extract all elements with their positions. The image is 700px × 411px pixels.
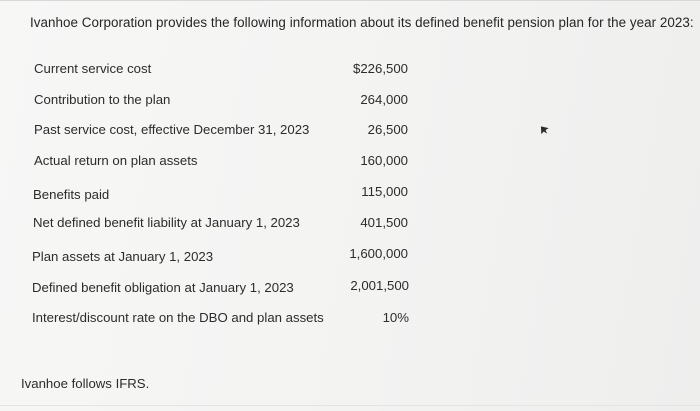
row-value-net-dbl: 401,500 xyxy=(360,215,408,230)
table-row xyxy=(0,215,700,235)
table-row xyxy=(0,122,700,142)
row-label-interest-rate: Interest/discount rate on the DBO and plan assets xyxy=(32,310,324,325)
ifrs-note: Ivanhoe follows IFRS. xyxy=(21,376,150,391)
table-row xyxy=(0,246,700,266)
table-row xyxy=(0,92,700,112)
row-label-contribution: Contribution to the plan xyxy=(34,92,171,107)
table-row xyxy=(0,184,700,204)
row-label-dbo: Defined benefit obligation at January 1, 2023 xyxy=(32,280,294,295)
table-row xyxy=(0,278,700,298)
row-label-benefits-paid: Benefits paid xyxy=(33,187,110,202)
row-value-current-service-cost: $226,500 xyxy=(352,61,408,76)
row-value-plan-assets: 1,600,000 xyxy=(349,246,408,261)
row-value-actual-return: 160,000 xyxy=(360,153,408,168)
table-row xyxy=(0,310,700,330)
table-row xyxy=(0,153,700,173)
table-row xyxy=(0,61,700,81)
row-label-past-service-cost: Past service cost, effective December 31, 2023 xyxy=(34,122,310,137)
top-edge-divider xyxy=(0,0,700,1)
row-label-current-service-cost: Current service cost xyxy=(34,61,152,76)
row-value-past-service-cost: 26,500 xyxy=(367,122,408,137)
row-label-plan-assets: Plan assets at January 1, 2023 xyxy=(32,249,214,264)
bottom-edge-divider xyxy=(0,405,700,406)
row-label-actual-return: Actual return on plan assets xyxy=(34,153,198,168)
problem-intro-text: Ivanhoe Corporation provides the following information about its defined benefit pension plan for the year 2023: xyxy=(30,15,694,30)
row-label-net-dbl: Net defined benefit liability at January 1, 2023 xyxy=(33,215,300,230)
row-value-contribution: 264,000 xyxy=(360,92,408,107)
row-value-benefits-paid: 115,000 xyxy=(361,184,408,199)
mouse-pointer-icon xyxy=(538,124,550,136)
row-value-interest-rate: 10% xyxy=(382,310,409,325)
row-value-dbo: 2,001,500 xyxy=(350,278,409,293)
